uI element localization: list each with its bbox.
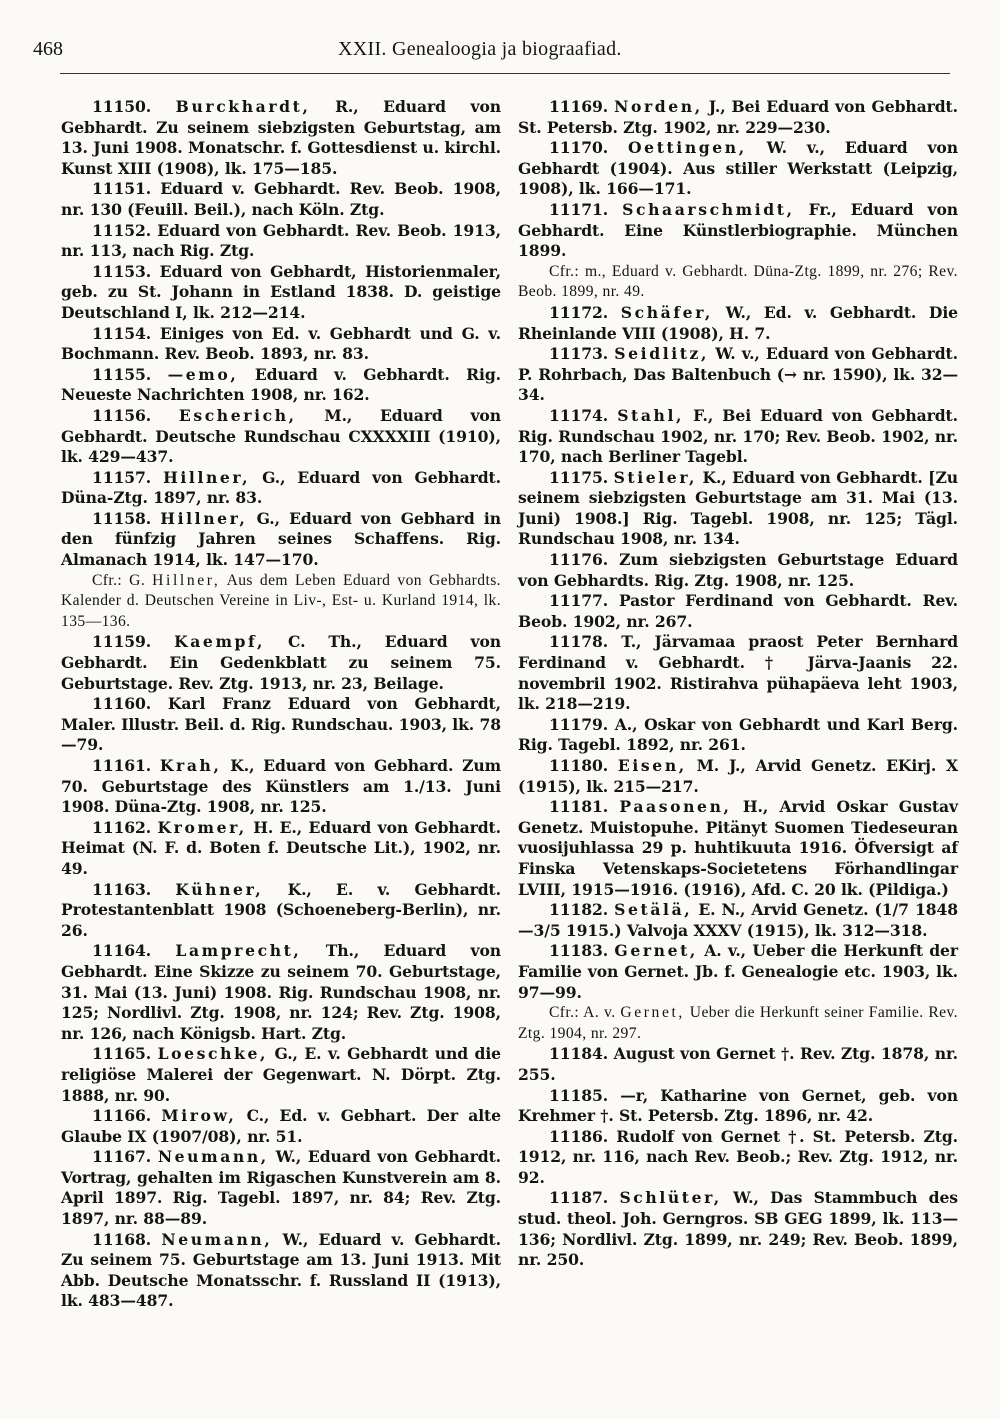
left-column [61,97,501,1312]
bibliography-entry [518,138,958,200]
bibliography-entry [61,262,501,324]
entry-text: W., Eduard v. Gebhardt. Zu seinem 75. Geburtstage am 13. Juni 1913. Mit Abb. Deutsche Monatsschr. f. Russland II (1913), lk. 483—487. [61,1229,501,1311]
entry-author: Kühner, [175,879,264,899]
entry-number: 11170. [549,138,609,158]
entry-text: —r, Katharine von Gernet, geb. von Krehmer †. St. Petersb. Ztg. 1896, nr. 42. [518,1085,958,1126]
entry-text: Zum siebzigsten Geburtstage Eduard von Gebhardts. Rig. Ztg. 1908, nr. 125. [518,550,958,590]
entry-text: W., Eduard von Gebhardt. Vortrag, gehalten im Rigaschen Kunstverein am 8. April 1897. Rig. Tagebl. 1897, nr. 84; Rev. Ztg. 1897, nr. 88—89. [61,1147,501,1229]
bibliography-entry [518,900,958,941]
entry-text: E. N., Arvid Genetz. (1/7 1848—3/5 1915.) Valvoja XXXV (1915), lk. 312—318. [518,900,958,940]
bibliography-entry [518,200,958,262]
entry-author: Gernet, [620,1004,685,1022]
entry-number: 11172. [549,302,609,322]
entry-number: 11185. [549,1085,609,1105]
entry-number: 11154. [92,323,152,343]
bibliography-entry [61,1230,501,1312]
entry-text: H., Arvid Oskar Gustav Genetz. Muistopuhe. Pitänyt Suomen Tiedeseuran vuosijuhlassa 29 p. huhtikuuta 1916. Öfversigt af Finska Vetenskaps-Societetens Förhandlingar LVIII, 1915—1916. (1916), Afd. C. 20 lk. (Pildiga.) [518,797,958,899]
entry-number: 11168. [92,1229,152,1249]
entry-text: m., Eduard v. Gebhardt. Düna-Ztg. 1899, nr. 276; Rev. Beob. 1899, nr. 49. [518,262,958,301]
entry-number: 11180. [549,756,609,775]
entry-number: 11187. [549,1188,609,1208]
bibliography-entry [518,406,958,468]
bibliography-entry [518,632,958,714]
entry-number: 11184. [549,1044,609,1064]
entry-number: 11155. [92,364,152,384]
entry-text: G., Eduard von Gebhardt. Düna-Ztg. 1897, nr. 83. [61,467,501,508]
entry-number: 11165. [92,1044,152,1064]
bibliography-entry [61,632,501,694]
entry-number: 11183. [549,941,609,961]
entry-number: 11173. [549,344,609,364]
bibliography-entry [518,1188,958,1270]
bibliography-entry [518,756,958,797]
running-title: XXII. Genealoogia ja biograafiad. [338,38,622,60]
entry-text: F., Bei Eduard von Gebhardt. Rig. Rundschau 1902, nr. 170; Rev. Beob. 1902, nr. 170, nach Berliner Tagebl. [518,405,958,467]
entry-number: 11163. [92,879,152,899]
entry-text: Th., Eduard von Gebhardt. Eine Skizze zu seinem 70. Geburtstage, 31. Mai (13. Juni) 1908. Rig. Rundschau 1908, nr. 125; Nordlivl. Ztg. 1908, nr. 124; Rev. Ztg. 1908, nr. 126, nach Königsb. Hart. Ztg. [61,941,501,1043]
entry-number: 11158. [92,508,152,528]
bibliography-entry [61,818,501,880]
bibliography-entry [61,365,501,406]
entry-text: M., Eduard von Gebhardt. Deutsche Rundschau CXXXXIII (1910), lk. 429—437. [61,405,501,467]
bibliography-entry [61,1147,501,1229]
bibliography-entry [61,468,501,509]
bibliography-entry [61,756,501,818]
entry-text: K., Eduard von Gebhard. Zum 70. Geburtstage des Künstlers am 1./13. Juni 1908. Düna-Ztg. 1908, nr. 125. [61,756,501,817]
cfr-prefix: Cfr.: [549,262,580,280]
entry-text: Pastor Ferdinand von Gebhardt. Rev. Beob. 1902, nr. 267. [518,591,958,631]
bibliography-entry [61,324,501,365]
entry-text: Eduard von Gebhardt, Historienmaler, geb. zu St. Johann in Estland 1838. D. geistige Deutschland I, lk. 212—214. [61,261,501,322]
bibliography-entry [518,1086,958,1127]
entry-number: 11164. [92,941,152,961]
entry-author: Schlüter, [619,1188,722,1208]
entry-text: M. J., Arvid Genetz. EKirj. X (1915), lk. 215—217. [518,756,958,796]
entry-number: 11169. [549,97,609,116]
entry-text: Rudolf von Gernet †. St. Petersb. Ztg. 1912, nr. 116, nach Rev. Beob.; Rev. Ztg. 1912, nr. 92. [518,1126,958,1187]
entry-text: G., E. v. Gebhardt und die religiöse Malerei der Gegenwart. N. Dörpt. Ztg. 1888, nr. 90. [61,1044,501,1105]
cfr-prefix: Cfr.: A. v. [549,1004,616,1022]
bibliography-entry [518,1044,958,1085]
entry-number: 11152. [92,220,152,240]
entry-author: Escherich, [178,405,297,425]
bibliography-entry [61,694,501,756]
entry-text: Einiges von Ed. v. Gebhardt und G. v. Bochmann. Rev. Beob. 1893, nr. 83. [61,323,501,364]
bibliography-entry [61,179,501,220]
entry-number: 11151. [92,179,152,199]
entry-number: 11174. [549,405,609,425]
bibliography-entry [61,97,501,179]
entry-author: Loeschke, [157,1044,269,1064]
entry-number: 11175. [549,467,609,487]
entry-author: Schäfer, [620,302,713,322]
entry-text: A., Oskar von Gebhardt und Karl Berg. Rig. Tagebl. 1892, nr. 261. [518,714,958,755]
entry-number: 11162. [92,817,152,837]
entry-text: W. v., Eduard von Gebhardt (1904). Aus stiller Werkstatt (Leipzig, 1908), lk. 166—171. [518,138,958,199]
entry-author: Stahl, [617,405,685,425]
entry-number: 11150. [92,97,152,116]
entry-number: 11160. [92,694,152,714]
bibliography-entry [518,591,958,632]
entry-text: G., Eduard von Gebhard in den fünfzig Jahren seines Schaffens. Rig. Almanach 1914, lk. 147—170. [61,508,501,570]
entry-number: 11182. [549,900,609,920]
entry-text: R., Eduard von Gebhardt. Zu seinem siebzigsten Geburtstag, am 13. Juni 1908. Monatschr. f. Gottesdienst u. kirchl. Kunst XIII (1908), lk. 175—185. [61,97,501,178]
entry-author: Seidlitz, [614,344,710,364]
header-rule [60,73,950,74]
entry-text: C., Ed. v. Gebhart. Der alte Glaube IX (1907/08), nr. 51. [61,1106,501,1146]
entry-author: Schaarschmidt, [622,199,795,219]
bibliography-entry [518,715,958,756]
entry-text: Ueber die Herkunft seiner Familie. Rev. Ztg. 1904, nr. 297. [518,1004,958,1042]
entry-number: 11177. [549,591,609,611]
page-number: 468 [33,38,63,60]
entry-author: Norden, [614,97,703,116]
bibliography-entry [518,550,958,591]
entry-text: Eduard v. Gebhardt. Rev. Beob. 1908, nr. 130 (Feuill. Beil.), nach Köln. Ztg. [61,179,501,219]
entry-text: Eduard von Gebhardt. Rev. Beob. 1913, nr. 113, nach Rig. Ztg. [61,220,501,261]
entry-author: Stieler, [613,467,698,487]
entry-number: 11179. [549,714,609,734]
entry-number: 11186. [549,1126,609,1146]
bibliography-entry [518,97,958,138]
bibliography-entry [61,1106,501,1147]
bibliography-entry [518,1127,958,1189]
entry-number: 11153. [92,261,152,281]
bibliography-entry [518,303,958,344]
entry-author: Paasonen, [619,797,732,817]
bibliography-entry [518,797,958,900]
cfr-prefix: Cfr.: G. [92,571,146,589]
bibliography-entry [61,509,501,571]
entry-author: Kromer, [157,817,247,837]
entry-number: 11176. [549,550,609,570]
entry-text: Karl Franz Eduard von Gebhardt, Maler. Illustr. Beil. d. Rig. Rundschau. 1903, lk. 78—79. [61,694,501,755]
entry-text: August von Gernet †. Rev. Ztg. 1878, nr. 255. [518,1044,958,1084]
bibliography-entry [61,1044,501,1106]
entry-author: Eisen, [617,756,687,775]
entry-author: Lamprecht, [175,941,302,961]
entry-author: Neumann, [161,1229,273,1249]
entry-author: Kaempf, [174,632,266,652]
entry-number: 11178. [549,632,609,652]
entry-text: K., Eduard von Gebhardt. [Zu seinem siebzigsten Geburtstage am 31. Mai (13. Juni) 1908.] Rig. Tagebl. 1908, nr. 125; Tägl. Rundschau 1908, nr. 134. [518,467,958,549]
bibliography-entry [518,941,958,1003]
entry-number: 11166. [92,1106,152,1126]
entry-author: Gernet, [614,941,698,961]
entry-author: —emo, [167,364,239,384]
entry-author: Burckhardt, [175,97,311,116]
entry-text: Aus dem Leben Eduard von Gebhardts. Kalender d. Deutschen Vereine in Liv-, Est- u. Kurland 1914, lk. 135—136. [61,571,501,630]
cross-reference [61,571,501,633]
entry-author: Oettingen, [628,138,747,158]
cross-reference [518,262,958,303]
page-header [0,0,1000,80]
bibliography-entry [518,344,958,406]
entry-number: 11156. [92,405,152,425]
entry-author: Hillner, [163,467,251,487]
entry-text: W., Ed. v. Gebhardt. Die Rheinlande VIII (1908), H. 7. [518,302,958,343]
entry-author: Mirow, [161,1106,237,1126]
right-column [518,97,958,1271]
entry-text: H. E., Eduard von Gebhardt. Heimat (N. F. d. Boten f. Deutsche Lit.), 1902, nr. 49. [61,817,501,878]
entry-number: 11161. [92,756,152,775]
entry-number: 11157. [92,467,152,487]
entry-number: 11167. [92,1147,152,1167]
cross-reference [518,1003,958,1044]
bibliography-entry [61,406,501,468]
bibliography-entry [518,468,958,550]
entry-author: Neumann, [157,1147,269,1167]
entry-author: Krah, [159,756,222,775]
entry-author: Hillner, [152,571,221,589]
entry-number: 11159. [92,632,152,652]
entry-text: K., E. v. Gebhardt. Protestantenblatt 1908 (Schoeneberg-Berlin), nr. 26. [61,879,501,940]
entry-author: Setälä, [614,900,693,920]
bibliography-entry [61,221,501,262]
entry-text: Eduard v. Gebhardt. Rig. Neueste Nachrichten 1908, nr. 162. [61,364,501,405]
entry-number: 11181. [549,797,609,817]
entry-number: 11171. [549,199,609,219]
bibliography-entry [61,880,501,942]
bibliography-entry [61,941,501,1044]
entry-author: Hillner, [160,508,248,528]
entry-text: W. v., Eduard von Gebhardt. P. Rohrbach, Das Baltenbuch (→ nr. 1590), lk. 32—34. [518,344,958,405]
entry-text: C. Th., Eduard von Gebhardt. Ein Gedenkblatt zu seinem 75. Geburtstage. Rev. Ztg. 1913, nr. 23, Beilage. [61,632,501,693]
entry-text: Fr., Eduard von Gebhardt. Eine Künstlerbiographie. München 1899. [518,199,958,261]
entry-text: A. v., Ueber die Herkunft der Familie von Gernet. Jb. f. Genealogie etc. 1903, lk. 97—99. [518,941,958,1002]
entry-text: T., Järvamaa praost Peter Bernhard Ferdinand v. Gebhardt. † Järva-Jaanis 22. novembril 1902. Ristirahva pühapäeva leht 1903, lk. 218—219. [518,632,958,714]
entry-text: W., Das Stammbuch des stud. theol. Joh. Gerngros. SB GEG 1899, lk. 113—136; Nordlivl. Ztg. 1899, nr. 249; Rev. Beob. 1899, nr. 250. [518,1188,958,1270]
entry-text: J., Bei Eduard von Gebhardt. St. Petersb. Ztg. 1902, nr. 229—230. [518,97,958,137]
